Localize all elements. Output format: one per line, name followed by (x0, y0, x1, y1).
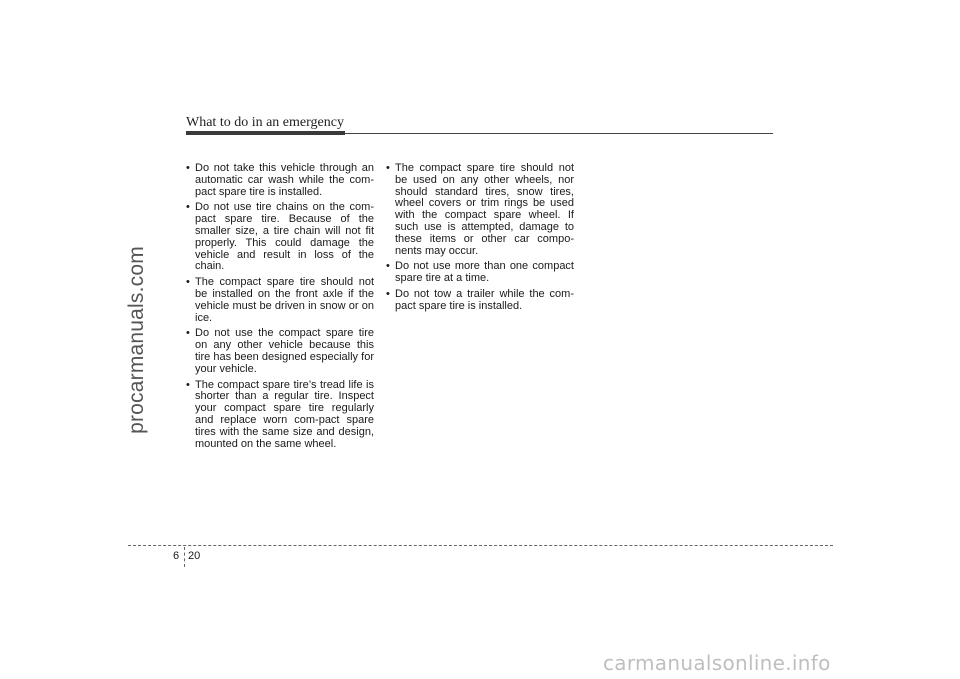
right-column (386, 163, 574, 317)
bullet-item: • The compact spare tire should not be installed on the front axle if the vehicle must be driven in snow or on ice. (186, 277, 374, 324)
bullet-item: • Do not use more than one compact spare tire at a time. (386, 261, 574, 285)
bullet-item: • Do not tow a trailer while the com-pact spare tire is installed. (386, 289, 574, 313)
page-number-divider (184, 547, 185, 567)
section-title: What to do in an emergency (186, 115, 344, 130)
header-rule (345, 133, 773, 134)
page-number: 20 (188, 550, 201, 562)
bullet-item: • The compact spare tire should not be used on any other wheels, nor should standard tires, snow tires, wheel covers or trim rings be used with the compact spare wheel. If such use is attempted, damage to these items or other car compo-nents may occur. (386, 163, 574, 257)
bullet-item: • Do not use the compact spare tire on any other vehicle because this tire has been designed especially for your vehicle. (186, 328, 374, 375)
left-column (186, 163, 374, 454)
footer-rule (128, 545, 833, 546)
title-underline-bar (186, 131, 345, 135)
bottom-watermark: carmanualsonline.info (603, 651, 831, 675)
bullet-item: • Do not take this vehicle through an automatic car wash while the com-pact spare tire is installed. (186, 163, 374, 198)
bullet-item: • Do not use tire chains on the com-pact spare tire. Because of the smaller size, a tire chain will not fit properly. This could damage the vehicle and result in loss of the chain. (186, 202, 374, 273)
chapter-number: 6 (173, 550, 180, 562)
side-watermark: procarmanuals.com (125, 246, 148, 434)
bullet-item: • The compact spare tire’s tread life is shorter than a regular tire. Inspect your compact spare tire regularly and replace worn com-pact spare tires with the same size and design, mounted on the same wheel. (186, 380, 374, 451)
